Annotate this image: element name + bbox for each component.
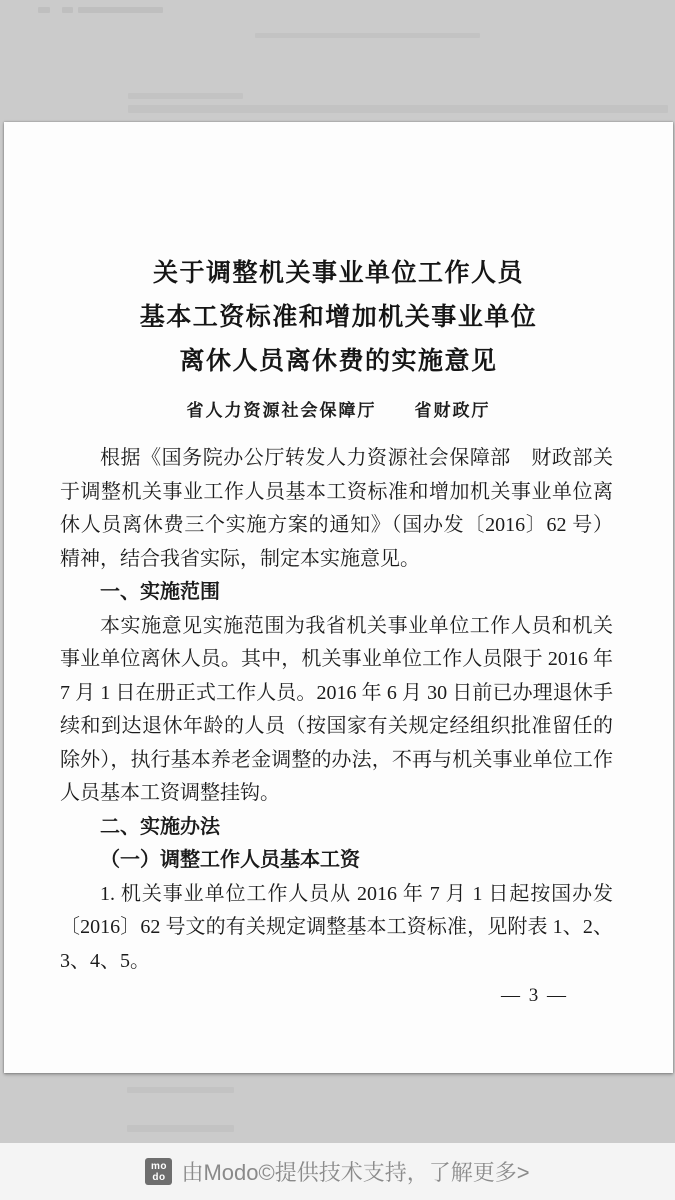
modo-logo-text-bottom: do (152, 1171, 166, 1183)
document-page (4, 122, 673, 1073)
document-title (4, 252, 673, 384)
section-heading-1: 一、实施范围 (100, 581, 220, 603)
page-number: — 3 — (501, 985, 568, 1006)
dimmed-page-remnant (127, 1125, 234, 1132)
dimmed-page-remnant (78, 7, 163, 13)
title-line-3: 离休人员离休费的实施意见 (179, 348, 498, 375)
paragraph-basis: 根据《国务院办公厅转发人力资源社会保障部 财政部关于调整机关事业工作人员基本工资标准和增加机关事业单位离休人员离休费三个实施方案的通知》（国办发〔2016〕62 号）精神，结合我省实际，制定本实施意见。 (60, 447, 613, 570)
paragraph-scope: 本实施意见实施范围为我省机关事业单位工作人员和机关事业单位离休人员。其中，机关事业单位工作人员限于 2016 年 7 月 1 日在册正式工作人员。2016 年 6 月 30 日前已办理退休手续和到达退休年龄的人员（按国家有关规定经组织批准留任的除外），执行基本养老金调整的办法，不再与机关事业单位工作人员基本工资调整挂钩。 (60, 614, 613, 804)
dimmed-page-remnant (128, 105, 668, 113)
dimmed-page-remnant (62, 7, 73, 13)
title-line-1: 关于调整机关事业单位工作人员 (152, 260, 524, 287)
title-line-2: 基本工资标准和增加机关事业单位 (139, 304, 538, 331)
section-heading-2: 二、实施办法 (100, 815, 220, 838)
paragraph-adjustment: 1. 机关事业单位工作人员从 2016 年 7 月 1 日起按国办发〔2016〕62 号文的有关规定调整基本工资标准，见附表 1、2、3、4、5。 (60, 882, 613, 972)
modo-logo-text-top: mo (150, 1160, 167, 1172)
dimmed-page-remnant (127, 1087, 234, 1093)
issuing-agencies: 省人力资源社会保障厅 省财政厅 (186, 401, 491, 420)
dimmed-page-remnant (128, 93, 243, 99)
dimmed-page-remnant (38, 7, 50, 13)
dimmed-page-remnant (255, 33, 480, 38)
modo-logo-icon (145, 1158, 172, 1185)
document-body (60, 442, 613, 978)
footer-support-text[interactable]: 由Modo©提供技术支持，了解更多> (181, 1160, 530, 1185)
modo-footer-link[interactable] (0, 1143, 675, 1200)
subsection-heading: （一）调整工作人员基本工资 (100, 849, 360, 871)
